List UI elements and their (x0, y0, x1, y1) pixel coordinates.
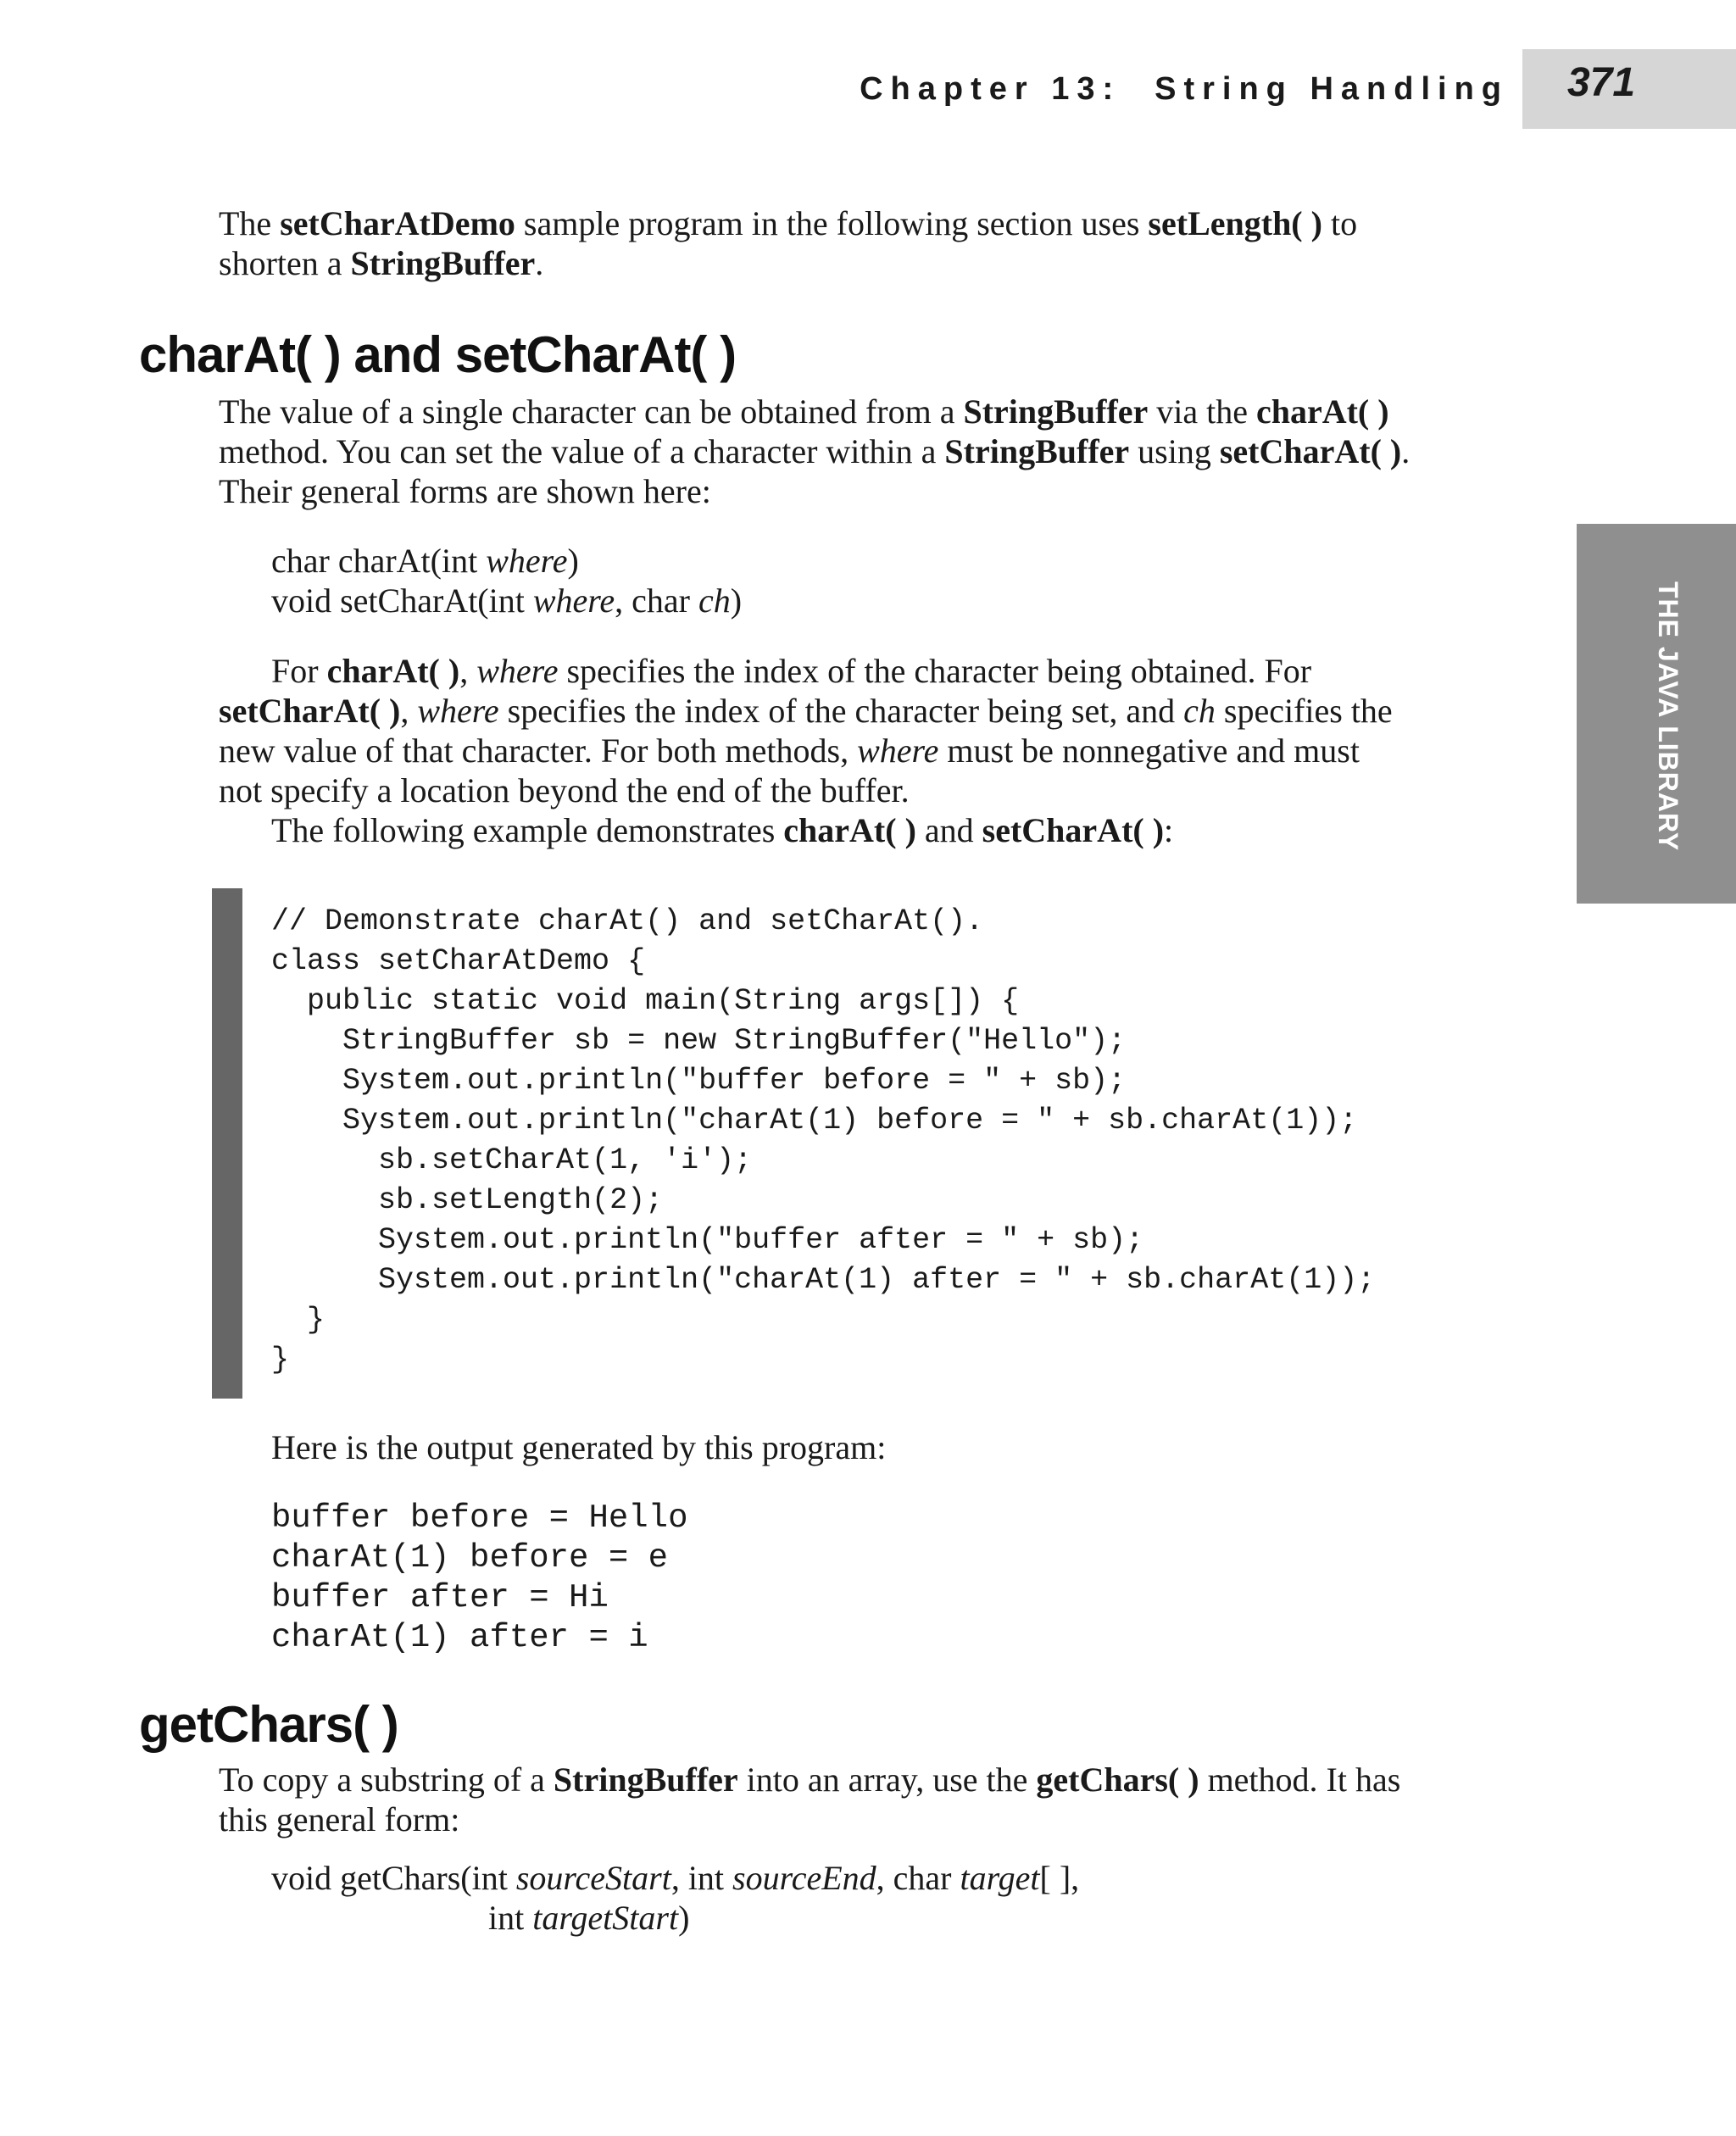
output-intro: Here is the output generated by this program: (271, 1428, 887, 1466)
code-line: sb.setCharAt(1, 'i'); (271, 1143, 753, 1177)
getchars-intro-paragraph: To copy a substring of a StringBuffer into an array, use the getChars( ) method. It has this general form: (219, 1761, 1401, 1838)
code-line: } (271, 1303, 326, 1337)
code-line: class setCharAtDemo { (271, 944, 646, 978)
program-output (271, 1499, 687, 1658)
section-thumb-label: THE JAVA LIBRARY (1653, 581, 1683, 852)
intro-paragraph: The setCharAtDemo sample program in the following section uses setLength( ) to shorten a StringBuffer. (219, 204, 1358, 282)
code-line: public static void main(String args[]) { (271, 984, 1020, 1018)
code-line: sb.setLength(2); (271, 1183, 664, 1217)
code-line: } (271, 1343, 290, 1377)
page-number: 371 (1566, 60, 1636, 105)
output-line: charAt(1) after = i (271, 1619, 648, 1656)
section-heading-charat: charAt( ) and setCharAt( ) (139, 326, 737, 383)
setcharat-signature: void setCharAt(int where, char ch) (271, 581, 743, 620)
section-heading-getchars: getChars( ) (139, 1696, 398, 1753)
charat-intro-paragraph: The value of a single character can be obtained from a StringBuffer via the charAt( ) method. You can set the value of a character within a StringBuffer using setCharAt( ). Their general forms are shown here: (219, 392, 1410, 510)
getchars-signature: void getChars(int sourceStart, int sourceEnd, char target[ ], int targetStart) (271, 1859, 1080, 1937)
output-line: buffer after = Hi (271, 1579, 609, 1616)
output-line: buffer before = Hello (271, 1499, 688, 1537)
code-block-bar (212, 888, 242, 1399)
code-line: System.out.println("buffer after = " + sb); (271, 1223, 1144, 1257)
output-line: charAt(1) before = e (271, 1539, 669, 1577)
chapter-label: Chapter 13: (860, 71, 1121, 107)
code-line: StringBuffer sb = new StringBuffer("Hello"); (271, 1024, 1127, 1058)
example-lead-in: The following example demonstrates charAt( ) and setCharAt( ): (271, 811, 1174, 849)
charat-general-forms (271, 541, 742, 620)
chapter-title: String Handling (1155, 71, 1509, 107)
code-line: // Demonstrate charAt() and setCharAt(). (271, 904, 984, 938)
running-header (848, 71, 1509, 108)
charat-signature: char charAt(int where) (271, 542, 579, 580)
code-line: System.out.println("charAt(1) after = " + sb.charAt(1)); (271, 1263, 1376, 1297)
code-block (271, 902, 1375, 1380)
charat-explanation-paragraph: For charAt( ), where specifies the index of the character being obtained. For setCharAt( ), where specifies the index of the character being set, and ch specifies the new value of that character. For both methods, where must be nonnegative and must not specify a location beyond the end of the buffer. The following example demonstrates charAt( ) and setCharAt( ): (219, 652, 1393, 849)
code-line: System.out.println("buffer before = " + sb); (271, 1064, 1127, 1098)
code-line: System.out.println("charAt(1) before = " + sb.charAt(1)); (271, 1104, 1358, 1138)
